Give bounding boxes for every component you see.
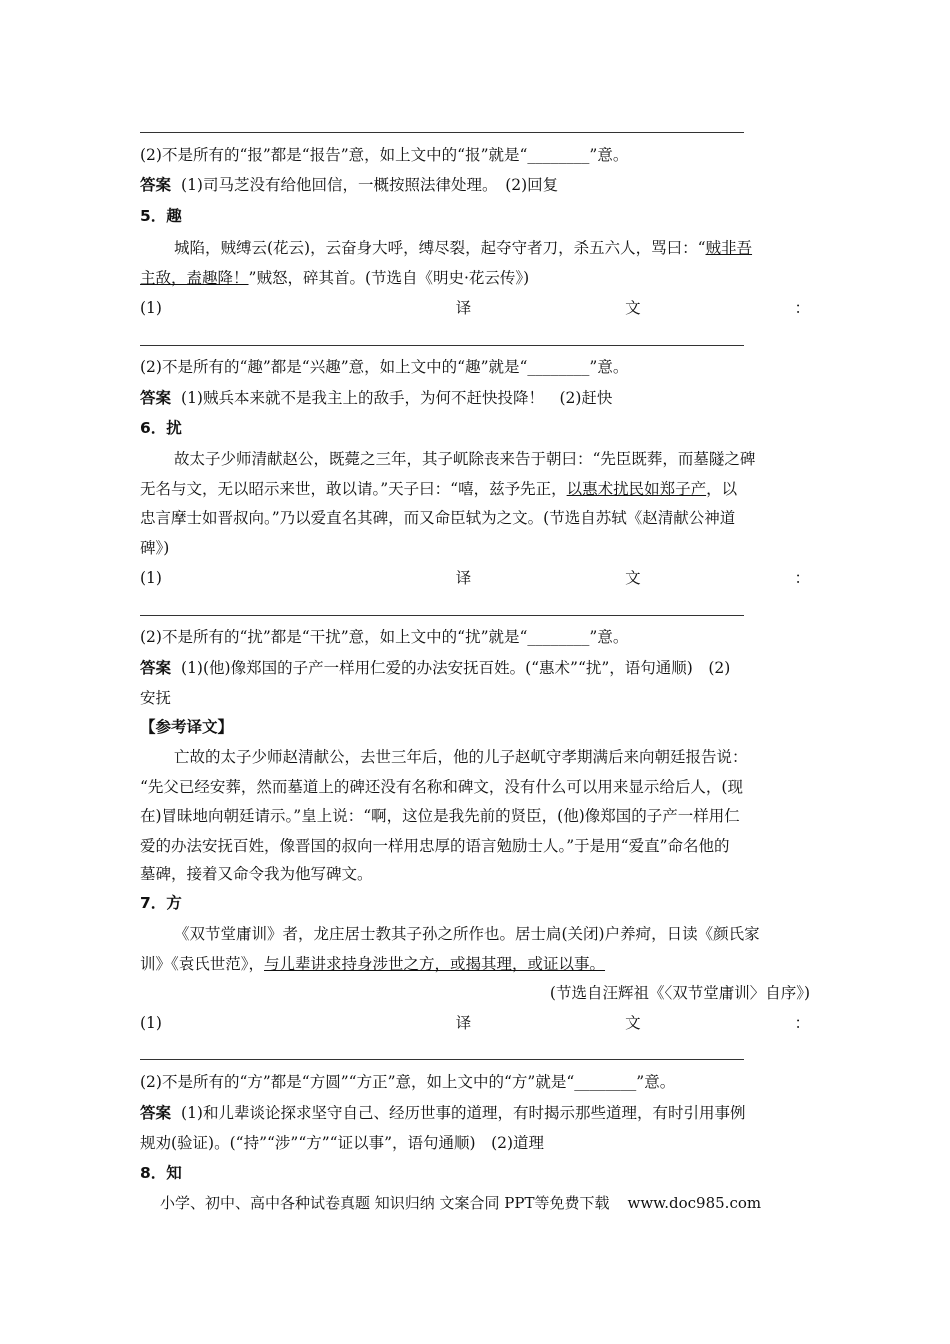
passage-text: 城陷，贼缚云(花云)，云奋身大呼，缚尽裂，起夺守者刀，杀五六人，骂曰：“ — [174, 239, 706, 257]
prompt-label: 译 — [455, 299, 472, 317]
underlined-text: 主敌，盍趣降！ — [140, 269, 249, 287]
passage-line: 碑》) — [140, 539, 170, 557]
section-title: 7．方 — [140, 894, 182, 912]
footer-text: 小学、初中、高中各种试卷真题 知识归纳 文案合同 PPT等免费下载 — [160, 1194, 610, 1212]
passage-text: 训》《袁氏世范》， — [140, 955, 265, 973]
underlined-text: 贼非吾 — [705, 239, 753, 257]
passage-line — [174, 238, 810, 258]
question-2: (2)不是所有的“扰”都是“干扰”意，如上文中的“扰”就是“________”意。 — [140, 628, 629, 646]
reference-translation-title: 【参考译文】 — [140, 718, 234, 736]
prompt-number: (1) — [140, 569, 162, 587]
passage-line — [140, 479, 810, 499]
page-footer — [160, 1192, 761, 1213]
prompt-label: 文 — [625, 299, 641, 317]
section-title: 8．知 — [140, 1164, 182, 1182]
underlined-text: 以惠术扰民如郑子产 — [566, 480, 707, 498]
answer-text: (1)(他)像郑国的子产一样用仁爱的办法安抚百姓。(“惠术”“扰”，语句通顺) (2) — [181, 659, 731, 677]
answer-label: 答案 — [140, 389, 172, 407]
question-2: (2)不是所有的“方”都是“方圆”“方正”意，如上文中的“方”就是“________”意。 — [140, 1073, 676, 1091]
prompt-label: 文 — [625, 569, 641, 587]
prompt-label: 译 — [455, 1014, 472, 1032]
passage-text: ，以 — [706, 480, 738, 498]
footer-site: www.doc985.com — [627, 1194, 762, 1212]
answer-blank-line — [140, 132, 744, 133]
passage-line: 《双节堂庸训》者，龙庄居士教其子孙之所作也。居士扃(关闭)户养疴，日读《颜氏家 — [174, 925, 760, 943]
translation-prompt — [140, 568, 810, 588]
translation-line: 在)冒昧地向朝廷请示。”皇上说：“啊，这位是我先前的贤臣，(他)像郑国的子产一样用仁 — [140, 807, 740, 825]
underlined-text: 与儿辈讲求持身涉世之方，或揭其理，或证以事。 — [264, 955, 606, 973]
passage-source: (节选自汪辉祖《〈双节堂庸训〉自序》) — [549, 984, 810, 1002]
prompt-number: (1) — [140, 299, 162, 317]
prompt-colon: ： — [794, 1014, 810, 1032]
section-title: 6．扰 — [140, 419, 182, 437]
prompt-colon: ： — [794, 569, 810, 587]
question-2: (2)不是所有的“报”都是“报告”意，如上文中的“报”就是“________”意。 — [140, 146, 629, 164]
passage-line: 忠言摩士如晋叔向。”乃以爱直名其碑，而又命臣轼为之文。(节选自苏轼《赵清献公神道 — [140, 509, 736, 527]
translation-line: “先父已经安葬，然而墓道上的碑还没有名称和碑文，没有什么可以用来显示给后人，(现 — [140, 778, 743, 796]
answer-text: (1)贼兵本来就不是我主上的敌手，为何不赶快投降！ (2)赶快 — [181, 389, 613, 407]
translation-line: 墓碑，接着又命令我为他写碑文。 — [140, 865, 373, 883]
answer-continued: 规劝(验证)。(“持”“涉”“方”“证以事”，语句通顺) (2)道理 — [140, 1134, 545, 1152]
passage-text: ”贼怒，碎其首。(节选自《明史·花云传》) — [248, 269, 530, 287]
answer-text: (1)司马芝没有给他回信，一概按照法律处理。 (2)回复 — [181, 176, 559, 194]
answer-text: (1)和儿辈谈论探求坚守自己、经历世事的道理，有时揭示那些道理，有时引用事例 — [181, 1104, 746, 1122]
passage-line: 故太子少师清献赵公，既薨之三年，其子屼除丧来告于朝曰：“先臣既葬，而墓隧之碑 — [174, 450, 756, 468]
passage-text: 无名与文，无以昭示来世，敢以请。”天子曰：“嘻，兹予先正， — [140, 480, 567, 498]
prompt-number: (1) — [140, 1014, 162, 1032]
passage-line — [140, 954, 810, 974]
section-title: 5．趣 — [140, 207, 182, 225]
answer — [140, 175, 810, 195]
prompt-label: 文 — [625, 1014, 641, 1032]
translation-line: 爱的办法安抚百姓，像晋国的叔向一样用忠厚的语言勉励士人。”于是用“爱直”命名他的 — [140, 837, 730, 855]
translation-line: 亡故的太子少师赵清献公，去世三年后，他的儿子赵屼守孝期满后来向朝廷报告说： — [174, 748, 748, 766]
prompt-label: 译 — [455, 569, 472, 587]
passage-line — [140, 268, 810, 288]
answer-label: 答案 — [140, 659, 172, 677]
prompt-colon: ： — [794, 299, 810, 317]
answer — [140, 658, 810, 678]
answer-label: 答案 — [140, 1104, 172, 1122]
answer — [140, 1103, 810, 1123]
answer-label: 答案 — [140, 176, 172, 194]
answer-blank-line — [140, 615, 744, 616]
answer — [140, 388, 810, 408]
translation-prompt — [140, 298, 810, 318]
question-2: (2)不是所有的“趣”都是“兴趣”意，如上文中的“趣”就是“________”意。 — [140, 358, 629, 376]
translation-prompt — [140, 1013, 810, 1033]
answer-blank-line — [140, 1059, 744, 1060]
answer-continued: 安抚 — [140, 689, 172, 707]
answer-blank-line — [140, 345, 744, 346]
